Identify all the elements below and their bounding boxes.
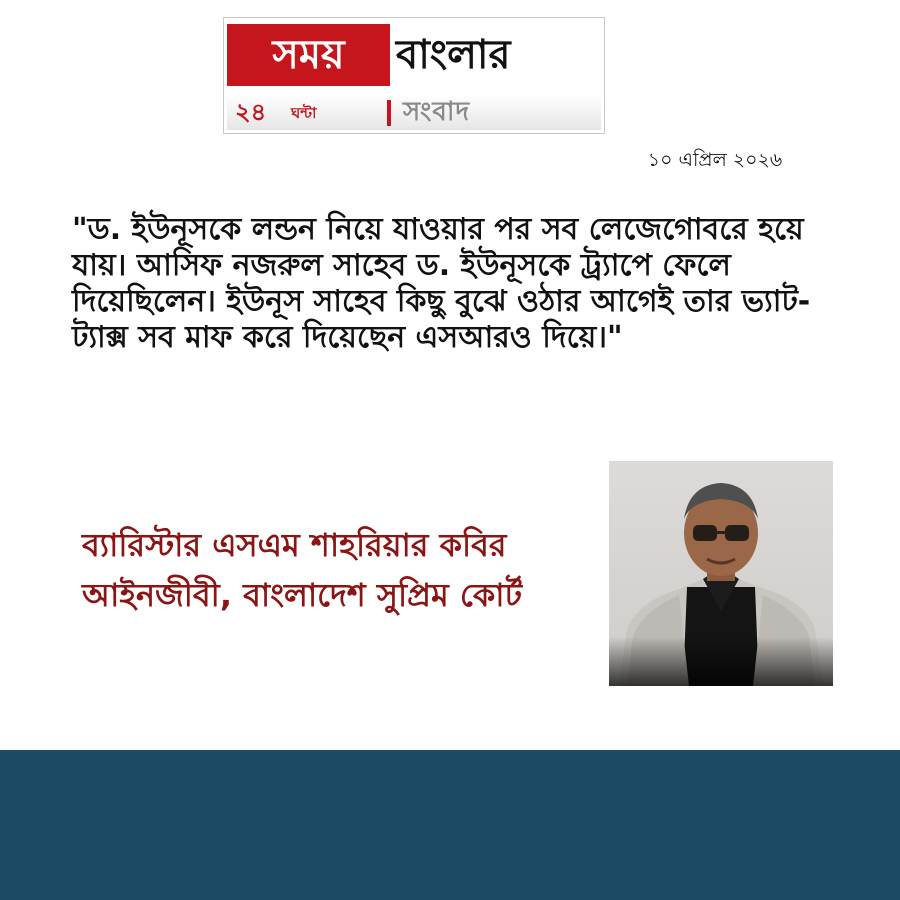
logo-subtitle-row [227,94,601,130]
footer-band [0,750,900,900]
logo-black-word: বাংলার [396,32,511,78]
speaker-portrait-illustration [609,461,833,686]
logo-divider [387,100,391,126]
newspaper-logo [223,17,605,134]
logo-red-word: সময় [227,24,390,86]
logo-24: ২৪ [235,98,267,126]
logo-ghonta: ঘন্টা [291,104,317,122]
speaker-title: আইনজীবী, বাংলাদেশ সুপ্রিম কোর্ট [82,576,523,614]
speaker-block [82,520,602,620]
post-date: ১০ এপ্রিল ২০২৬ [647,149,783,171]
logo-songbad: সংবাদ [403,97,471,127]
logo-title-row [224,18,604,88]
speaker-name: ব্যারিস্টার এসএম শাহরিয়ার কবির [82,526,507,564]
quote-text: "ড. ইউনূসকে লন্ডন নিয়ে যাওয়ার পর সব লেজেগোবরে হয়ে যায়। আসিফ নজরুল সাহেব ড. ইউনূসকে ট্র্যাপে ফেলে দিয়েছিলেন। ইউনূস সাহেব কিছু বুঝে ওঠার আগেই তার ভ্যাট-ট্যাক্স সব মাফ করে দিয়েছেন এসআরও দিয়ে।" [72,212,811,355]
speaker-photo [609,461,833,686]
